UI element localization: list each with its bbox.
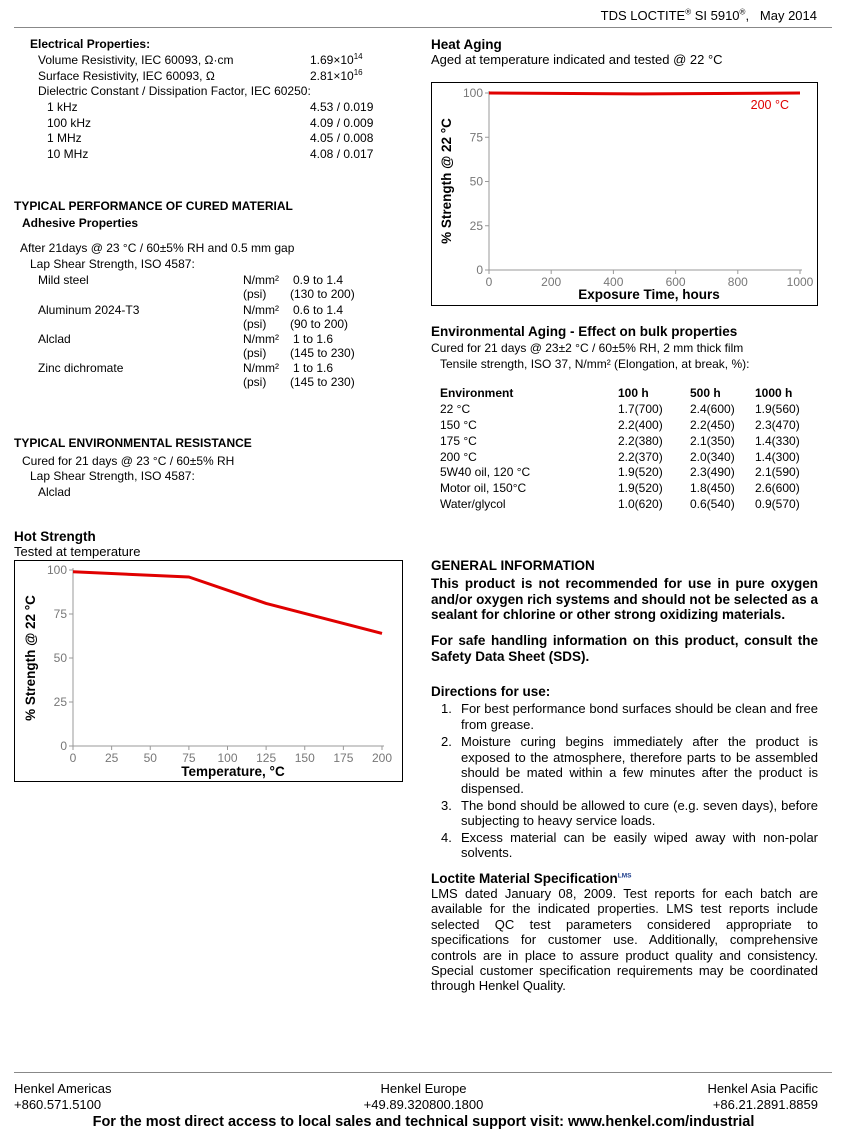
x-tick-label: 25 — [104, 751, 119, 765]
unit-label: (psi) — [243, 287, 267, 301]
freq-label: 1 MHz — [47, 131, 82, 145]
table-cell: 22 °C — [440, 402, 471, 417]
substrate-label: Mild steel — [38, 273, 89, 287]
table-header-cell: 500 h — [690, 386, 721, 401]
env-aging-table — [440, 386, 825, 512]
substrate-label: Aluminum 2024-T3 — [38, 303, 140, 317]
unit-label: N/mm² — [243, 361, 279, 375]
freq-label: 10 MHz — [47, 147, 89, 161]
table-cell: 2.1(590) — [755, 465, 800, 480]
shear-value: 1 to 1.6 — [293, 361, 334, 375]
environmental-conditions: Cured for 21 days @ 23 °C / 60±5% RH — [22, 454, 235, 468]
table-cell: 2.2(450) — [690, 417, 735, 432]
hot-strength-title: Hot Strength — [14, 529, 96, 544]
series-label: 200 °C — [750, 98, 789, 112]
shear-value: 1 to 1.6 — [293, 332, 334, 346]
y-axis-title: % Strength @ 22 °C — [439, 118, 454, 244]
x-tick-label: 200 — [541, 275, 562, 289]
x-tick-label: 0 — [69, 751, 77, 765]
y-tick-label: 50 — [469, 174, 483, 189]
freq-value: 4.05 / 0.008 — [310, 131, 374, 145]
lms-superscript: LMS — [617, 872, 632, 880]
x-tick-label: 400 — [603, 275, 624, 289]
hot-strength-subtitle: Tested at temperature — [14, 544, 141, 559]
lms-title: Loctite Material Specification$^{LMS}$ — [431, 871, 632, 886]
footer-americas: Henkel Americas — [14, 1081, 112, 1096]
y-tick-label: 0 — [476, 263, 483, 277]
table-cell: 2.3(490) — [690, 465, 735, 480]
unit-label: (psi) — [243, 317, 267, 331]
hot-strength-chart — [14, 560, 403, 782]
footer-europe: Henkel Europe — [380, 1081, 467, 1096]
series-line — [489, 93, 800, 94]
unit-label: (psi) — [243, 375, 267, 389]
heat-aging-subtitle: Aged at temperature indicated and tested @ 22 °C — [431, 52, 723, 67]
table-cell: 1.4(300) — [755, 449, 800, 464]
y-tick-label: 100 — [462, 86, 483, 100]
table-row — [440, 418, 825, 434]
x-tick-label: 75 — [182, 751, 196, 765]
freq-value: 4.08 / 0.017 — [310, 147, 374, 161]
directions-list — [431, 701, 818, 861]
performance-title: TYPICAL PERFORMANCE OF CURED MATERIAL — [14, 199, 293, 213]
unit-label: (psi) — [243, 346, 267, 360]
x-tick-label: 200 — [371, 751, 393, 765]
table-cell: 0.6(540) — [690, 496, 735, 511]
environmental-title: TYPICAL ENVIRONMENTAL RESISTANCE — [14, 436, 252, 450]
env-lap-shear-label: Lap Shear Strength, ISO 4587: — [30, 469, 195, 483]
shear-value: (145 to 230) — [290, 346, 355, 360]
x-tick-label: 50 — [143, 751, 157, 765]
unit-label: N/mm² — [243, 332, 279, 346]
table-cell: 1.9(520) — [618, 481, 663, 496]
footer-europe-phone: +49.89.320800.1800 — [363, 1097, 484, 1112]
unit-label: N/mm² — [243, 303, 279, 317]
y-axis-title: % Strength @ 22 °C — [23, 595, 38, 721]
x-axis-title: Exposure Time, hours — [578, 287, 720, 302]
table-cell: 200 °C — [440, 449, 477, 464]
oxygen-warning: This product is not recommended for use in pure oxygen and/or oxygen rich systems and should not be selected as a sealant for chlorine or other strong oxidizing materials. — [431, 576, 818, 622]
footer-web-link: For the most direct access to local sales and technical support visit: www.henkel.com/industrial — [92, 1114, 755, 1130]
volume-resistivity-value: $1.69\times 10^{14}$ — [310, 52, 363, 67]
volume-resistivity-label: Volume Resistivity, IEC 60093, Ω·cm — [38, 53, 234, 67]
table-header-row — [440, 386, 825, 402]
y-tick-label: 25 — [469, 218, 483, 233]
adhesive-subtitle: Adhesive Properties — [22, 216, 139, 230]
env-aging-title: Environmental Aging - Effect on bulk properties — [431, 324, 738, 339]
table-cell: 2.2(370) — [618, 449, 663, 464]
table-cell: 1.8(450) — [690, 481, 735, 496]
table-cell: 1.9(520) — [618, 465, 663, 480]
table-cell: 1.4(330) — [755, 433, 800, 448]
list-item: 1. For best performance bond surfaces should be clean and free from grease. — [441, 701, 818, 732]
shear-value: (145 to 230) — [290, 375, 355, 389]
header-rule — [14, 27, 832, 28]
env-substrate-label: Alclad — [38, 485, 71, 499]
table-cell: 0.9(570) — [755, 496, 800, 511]
footer-asia-phone: +86.21.2891.8859 — [712, 1097, 818, 1112]
table-header-cell: 1000 h — [755, 386, 793, 401]
env-aging-tensile: Tensile strength, ISO 37, N/mm² (Elongation, at break, %): — [440, 357, 750, 371]
x-tick-label: 1000 — [786, 275, 814, 289]
shear-value: (130 to 200) — [290, 287, 355, 301]
shear-value: 0.6 to 1.4 — [293, 303, 344, 317]
freq-value: 4.53 / 0.019 — [310, 100, 374, 114]
table-row — [440, 449, 825, 465]
substrate-label: Zinc dichromate — [38, 361, 124, 375]
table-cell: 2.2(380) — [618, 433, 663, 448]
surface-resistivity-label: Surface Resistivity, IEC 60093, Ω — [38, 69, 215, 83]
performance-conditions: After 21days @ 23 °C / 60±5% RH and 0.5 mm gap — [20, 241, 295, 255]
electrical-title: Electrical Properties: — [30, 37, 151, 51]
heat-aging-chart — [431, 82, 818, 306]
table-header-cell: 100 h — [618, 386, 649, 401]
table-cell: 2.3(470) — [755, 417, 800, 432]
hot-strength-svg — [15, 561, 402, 781]
table-cell: Water/glycol — [440, 496, 506, 511]
list-item: 3. The bond should be allowed to cure (e.g. seven days), before subjecting to heavy service loads. — [441, 797, 818, 829]
x-tick-label: 0 — [485, 275, 493, 289]
series-line — [73, 572, 382, 634]
list-item: 2. Moisture curing begins immediately after the product is exposed to the atmosphere, therefore parts to be assembled should be mated within a few minutes after the product is dispensed. — [441, 734, 818, 796]
directions-title: Directions for use: — [431, 684, 551, 699]
heat-aging-title: Heat Aging — [431, 37, 502, 52]
footer-rule — [14, 1072, 832, 1073]
table-cell: 150 °C — [440, 417, 477, 432]
reg-mark-2: ® — [739, 7, 746, 17]
y-tick-label: 50 — [53, 651, 67, 665]
surface-resistivity-value: $2.81\times 10^{16}$ — [310, 68, 363, 83]
table-row — [440, 402, 825, 418]
doc-date: May 2014 — [759, 8, 817, 23]
list-item: 4. Excess material can be easily wiped away with non-polar solvents. — [441, 829, 818, 861]
table-cell: 2.6(600) — [755, 481, 800, 496]
reg-mark: ® — [685, 7, 692, 17]
y-tick-label: 100 — [46, 563, 67, 577]
lms-paragraph: LMS dated January 08, 2009. Test reports for each batch are available for the indicated properties. LMS test reports include selected QC test parameters considered appropriate to specifications for customer use. Additionally, comprehensive controls are in place to assure product quality and consistency. Special customer specification requirements may be coordinated through Henkel Quality. — [431, 886, 818, 994]
table-row — [440, 433, 825, 449]
shear-value: 0.9 to 1.4 — [293, 273, 344, 287]
y-tick-label: 75 — [469, 130, 483, 145]
product-name: SI 5910 — [694, 8, 740, 23]
x-tick-label: 150 — [294, 751, 315, 765]
x-axis-title: Temperature, °C — [181, 764, 285, 779]
table-header-cell: Environment — [440, 386, 514, 401]
table-cell: 2.2(400) — [618, 417, 663, 432]
x-tick-label: 600 — [665, 275, 686, 289]
x-tick-label: 800 — [727, 275, 748, 289]
table-cell: 1.7(700) — [618, 402, 663, 417]
heat-aging-svg — [432, 83, 817, 305]
freq-label: 1 kHz — [47, 100, 78, 114]
freq-label: 100 kHz — [47, 116, 92, 130]
page-header: TDS LOCTITE® SI 5910®, May 2014 — [600, 7, 817, 23]
table-cell: 175 °C — [440, 433, 477, 448]
y-tick-label: 25 — [53, 695, 67, 709]
table-row — [440, 465, 825, 481]
table-cell: 2.4(600) — [690, 402, 735, 417]
y-tick-label: 75 — [53, 607, 67, 621]
substrate-label: Alclad — [38, 332, 71, 346]
y-tick-label: 0 — [60, 739, 67, 753]
table-cell: 2.1(350) — [690, 433, 735, 448]
unit-label: N/mm² — [243, 273, 279, 287]
dielectric-label: Dielectric Constant / Dissipation Factor, IEC 60250: — [38, 84, 311, 98]
table-row — [440, 497, 825, 513]
table-cell: 2.0(340) — [690, 449, 735, 464]
x-tick-label: 125 — [256, 751, 277, 765]
freq-value: 4.09 / 0.009 — [310, 116, 374, 130]
table-cell: 1.0(620) — [618, 496, 663, 511]
x-tick-label: 100 — [217, 751, 238, 765]
general-info-title: GENERAL INFORMATION — [431, 558, 595, 573]
table-cell: Motor oil, 150°C — [440, 481, 527, 496]
footer-americas-phone: +860.571.5100 — [14, 1097, 102, 1112]
table-row — [440, 481, 825, 497]
shear-value: (90 to 200) — [290, 317, 349, 331]
lap-shear-label: Lap Shear Strength, ISO 4587: — [30, 257, 195, 271]
doc-name: TDS LOCTITE — [600, 8, 686, 23]
footer-asia: Henkel Asia Pacific — [707, 1081, 818, 1096]
x-tick-label: 175 — [333, 751, 354, 765]
table-cell: 5W40 oil, 120 °C — [440, 465, 531, 480]
safety-notice: For safe handling information on this product, consult the Safety Data Sheet (SDS). — [431, 633, 818, 664]
table-cell: 1.9(560) — [755, 402, 800, 417]
env-aging-conditions: Cured for 21 days @ 23±2 °C / 60±5% RH, 2 mm thick film — [431, 341, 744, 355]
